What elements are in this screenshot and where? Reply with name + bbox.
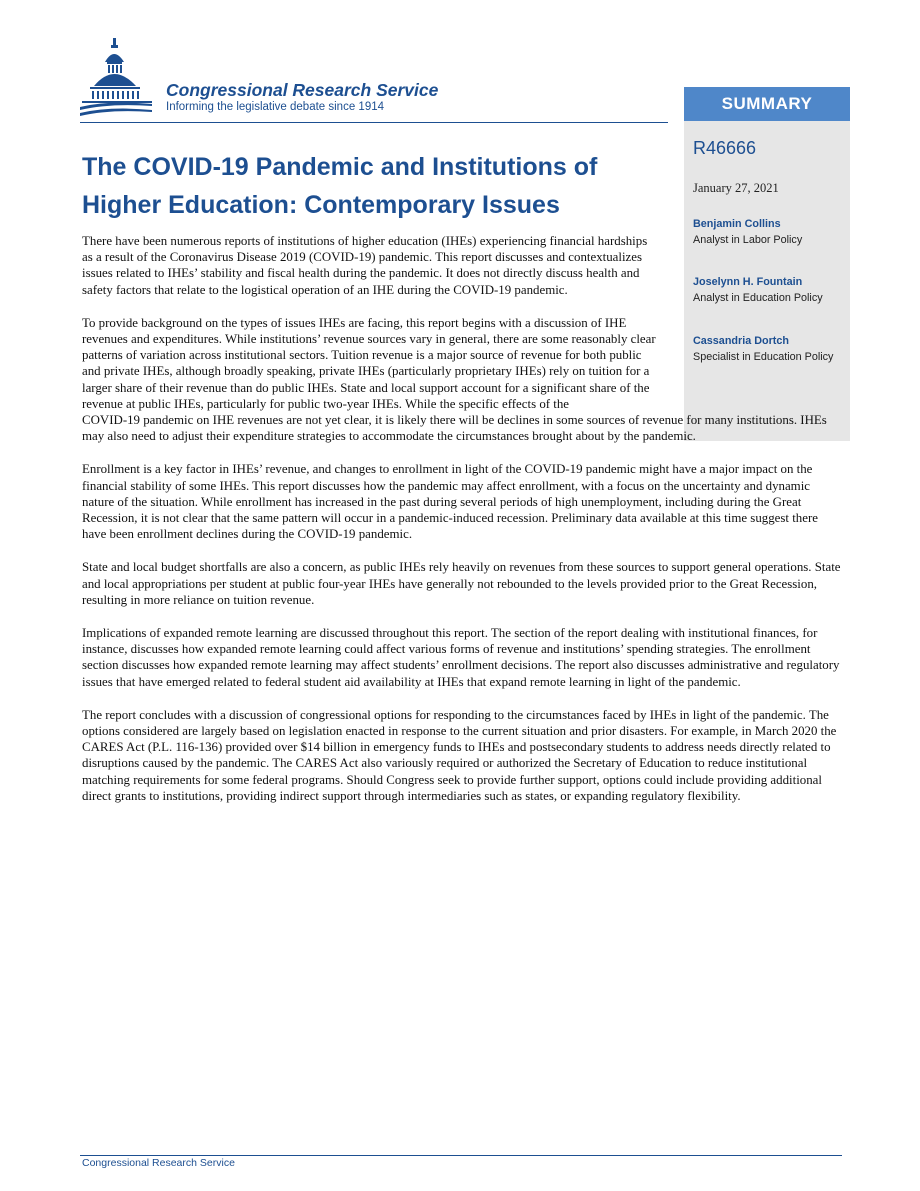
body-paragraph: The report concludes with a discussion of congressional options for responding to the circumstances faced by IHEs in light of the pandemic. The options considered are largely based on legislation enacted in response to the current situation and prior disasters. For example, in March 2020 the CARES Act (P.L. 116-136) provided over $14 billion in emergency funds to IHEs and postsecondary students to address needs directly related to disruptions caused by the pandemic. The CARES Act also variously required or authorized the Secretary of Education to reduce institutional matching requirements for some federal programs. Should Congress seek to provide further support, options could include providing additional direct grants to institutions, providing indirect support through intermediaries such as states, or expanding regulatory flexibility. <box>82 707 837 803</box>
body-paragraph: There have been numerous reports of institutions of higher education (IHEs) experiencing financial hardships as a result of the Coronavirus Disease 2019 (COVID-19) pandemic. This report discusses and contextualizes issues related to IHEs’ stability and fiscal health during the pandemic. It does not directly discuss health and safety factors that relate to the logistical operation of an IHE during the COVID-19 pandemic. <box>82 234 648 297</box>
summary-body <box>82 233 844 821</box>
footer-divider <box>80 1155 842 1156</box>
author-title: Specialist in Education Policy <box>693 351 834 363</box>
body-paragraph: Enrollment is a key factor in IHEs’ revenue, and changes to enrollment in light of the COVID-19 pandemic might have a major impact on the financial stability of some IHEs. This report discusses how the pandemic may affect enrollment, with a focus on the uncertainty and dynamic nature of the situation. While enrollment has increased in the past during several periods of high unemployment, including during the Great Recession, it is not clear that the same pattern will occur in a pandemic-induced recession. Preliminary data available at this time suggest there have been enrollment declines during the COVID-19 pandemic. <box>82 462 818 542</box>
page-title <box>82 148 662 224</box>
org-name: Congressional Research Service <box>166 80 439 100</box>
author-title: Analyst in Education Policy <box>693 292 823 304</box>
capitol-dome-icon <box>80 32 180 122</box>
author-name: Benjamin Collins <box>693 218 781 230</box>
body-paragraph <box>82 315 844 445</box>
footer-text: Congressional Research Service <box>82 1157 235 1169</box>
report-number: R46666 <box>693 138 757 158</box>
body-paragraph: Implications of expanded remote learning are discussed throughout this report. The section of the report dealing with institutional finances, for instance, discusses how expanded remote learning could affect various forms of revenue and institutions’ spending strategies. The enrollment section discusses how expanded remote learning may affect students’ enrollment decisions. The report also discusses administrative and regulatory issues that have emerged related to federal student aid availability at IHEs that expand remote learning in light of the pandemic. <box>82 626 840 689</box>
body-paragraph-continuation: COVID-19 pandemic on IHE revenues are not yet clear, it is likely there will be declines in some sources of revenue for many institutions. IHEs may also need to adjust their expenditure strategies to accommodate the circumstances brought about by the pandemic. <box>82 413 827 444</box>
author-title: Analyst in Labor Policy <box>693 234 803 246</box>
body-paragraph-part: To provide background on the types of issues IHEs are facing, this report begins with a discussion of IHE revenues and expenditures. While institutions’ revenue sources vary in general, there are some reasonably clear patterns of variation across institutional sectors. Tuition revenue is a major source of revenue for both public and private IHEs, although broadly speaking, private IHEs (particularly proprietary IHEs) rely on tuition for a larger share of their revenue than do public IHEs. State and local support account for a significant share of the revenue at public IHEs, particularly for public two-year IHEs. While the specific effects of the <box>82 315 656 411</box>
author-name: Cassandria Dortch <box>693 335 790 347</box>
title-line-2: Higher Education: Contemporary Issues <box>82 191 560 219</box>
summary-label: SUMMARY <box>684 87 850 121</box>
report-date: January 27, 2021 <box>693 181 779 195</box>
title-line-1: The COVID-19 Pandemic and Institutions of <box>82 153 598 181</box>
author-name: Joselynn H. Fountain <box>693 276 803 288</box>
org-tagline: Informing the legislative debate since 1914 <box>166 101 385 113</box>
body-paragraph: State and local budget shortfalls are also a concern, as public IHEs rely heavily on revenues from these sources to support general operations. State and local appropriations per student at public four-year IHEs have generally not rebounded to the levels provided prior to the Great Recession, resulting in more reliance on tuition revenue. <box>82 560 841 607</box>
header-divider <box>80 122 668 123</box>
